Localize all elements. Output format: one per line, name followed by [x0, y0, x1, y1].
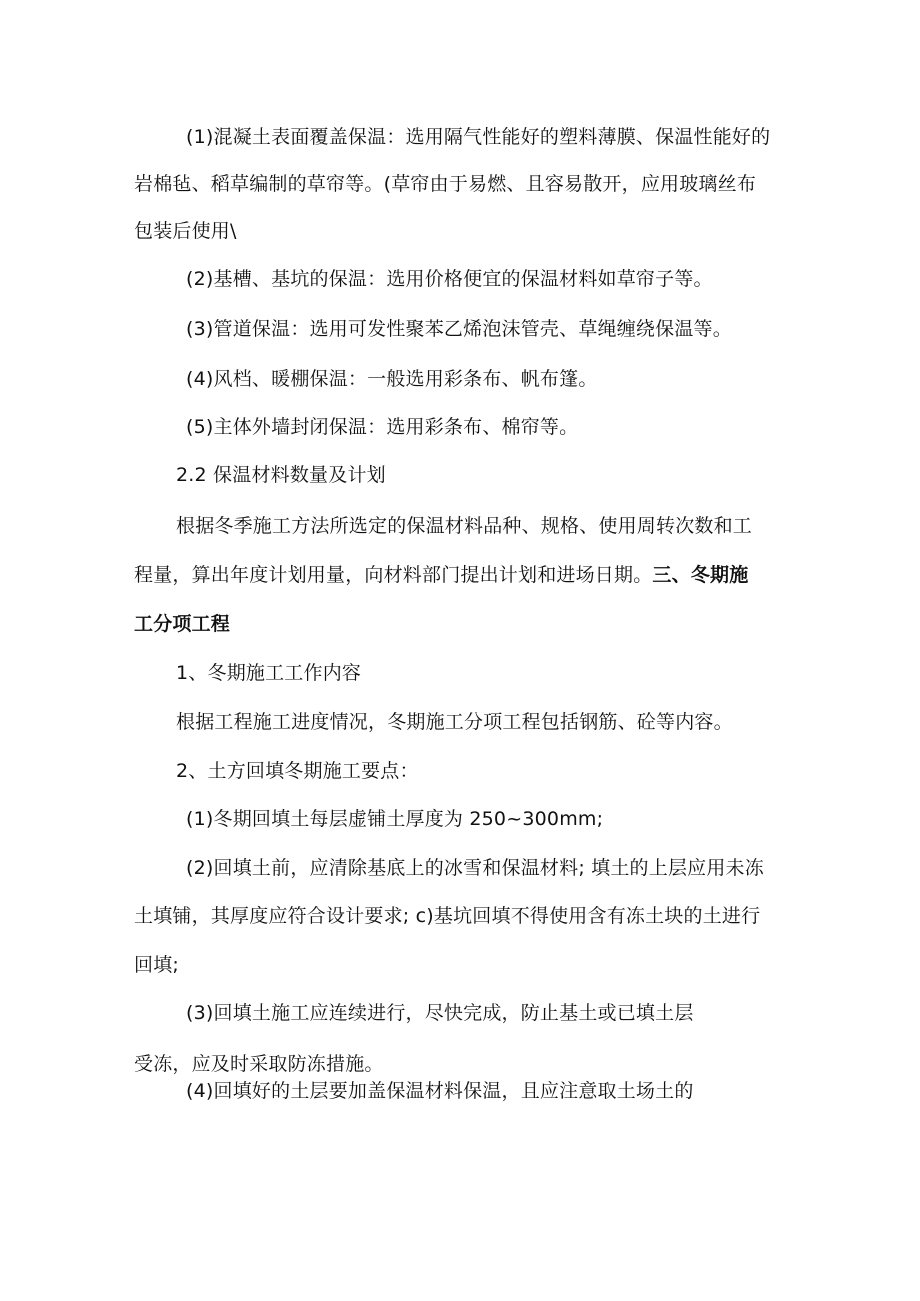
- paragraph-line: (4)回填好的土层要加盖保温材料保温，且应注意取土场土的: [186, 1080, 694, 1102]
- paragraph-line: (4)风档、暖棚保温：一般选用彩条布、帆布篷。: [186, 368, 598, 390]
- paragraph-line: 岩棉毡、稻草编制的草帘等。(草帘由于易燃、且容易散开，应用玻璃丝布: [134, 173, 757, 195]
- paragraph-line: (1)冬期回填土每层虚铺土厚度为 250~300mm;: [186, 808, 604, 830]
- paragraph-line: 受冻，应及时采取防冻措施。: [134, 1053, 384, 1075]
- paragraph-line: (2)基槽、基坑的保温：选用价格便宜的保温材料如草帘子等。: [186, 268, 713, 290]
- paragraph-line: (3)管道保温：选用可发性聚苯乙烯泡沫管壳、草绳缠绕保温等。: [186, 318, 732, 340]
- paragraph-line: [134, 562, 748, 588]
- chapter-heading-end: 工分项工程: [134, 613, 231, 635]
- paragraph-line: 根据工程施工进度情况，冬期施工分项工程包括钢筋、砼等内容。: [176, 711, 733, 733]
- subsection-heading: 1、冬期施工工作内容: [176, 662, 362, 684]
- paragraph-line: 包装后使用\: [134, 220, 237, 242]
- paragraph-line: (1)混凝土表面覆盖保温：选用隔气性能好的塑料薄膜、保温性能好的: [186, 126, 771, 148]
- paragraph-line: (3)回填土施工应连续进行，尽快完成，防止基土或已填土层: [186, 1002, 694, 1024]
- section-heading: 2.2 保温材料数量及计划: [176, 464, 386, 486]
- paragraph-line: 土填铺，其厚度应符合设计要求; c)基坑回填不得使用含有冻土块的土进行: [134, 905, 761, 927]
- paragraph-text: 程量，算出年度计划用量，向材料部门提出计划和进场日期。: [134, 564, 653, 586]
- chapter-heading-start: 三、冬期施: [652, 564, 749, 586]
- paragraph-line: (2)回填土前，应清除基底上的冰雪和保温材料; 填土的上层应用未冻: [186, 857, 764, 879]
- paragraph-line: 回填;: [134, 954, 180, 976]
- paragraph-line: (5)主体外墙封闭保温：选用彩条布、棉帘等。: [186, 416, 579, 438]
- paragraph-line: 根据冬季施工方法所选定的保温材料品种、规格、使用周转次数和工: [176, 515, 753, 537]
- subsection-heading: 2、土方回填冬期施工要点：: [176, 760, 419, 782]
